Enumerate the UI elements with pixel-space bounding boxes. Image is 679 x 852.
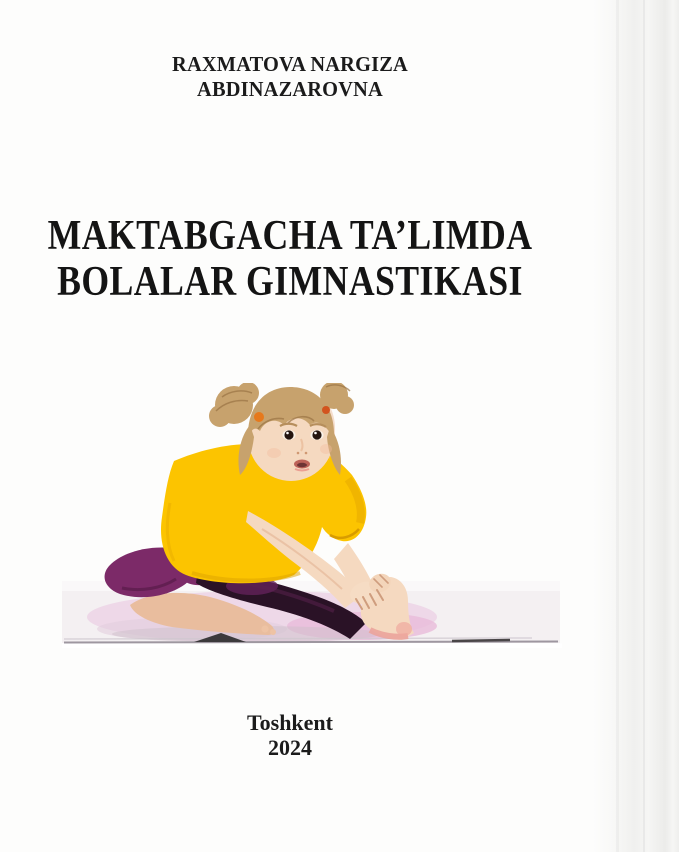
author-name (9, 52, 572, 102)
imprint-year: 2024 (268, 735, 312, 760)
child-stretching-illustration (62, 383, 562, 648)
scan-streak (616, 0, 619, 852)
author-line1: RAXMATOVA NARGIZA (172, 52, 408, 76)
girl-figure (105, 383, 414, 640)
imprint (0, 710, 580, 760)
hair-tie-right (322, 406, 330, 414)
girl-pigtail-right (320, 383, 354, 414)
book-title (44, 213, 537, 305)
hair-tie-left (254, 412, 264, 422)
girl-pigtail-left (209, 383, 264, 427)
page-edge-shadow (593, 0, 679, 852)
scan-streak (643, 0, 645, 852)
imprint-city: Toshkent (246, 710, 333, 735)
mat-edge-dark-segment (452, 640, 510, 641)
title-line1: MAKTABGACHA TA’LIMDA (47, 213, 533, 259)
cover-photo-child-stretching (62, 383, 562, 648)
author-line2: ABDINAZAROVNA (197, 77, 383, 101)
title-line2: BOLALAR GIMNASTIKASI (57, 259, 523, 305)
